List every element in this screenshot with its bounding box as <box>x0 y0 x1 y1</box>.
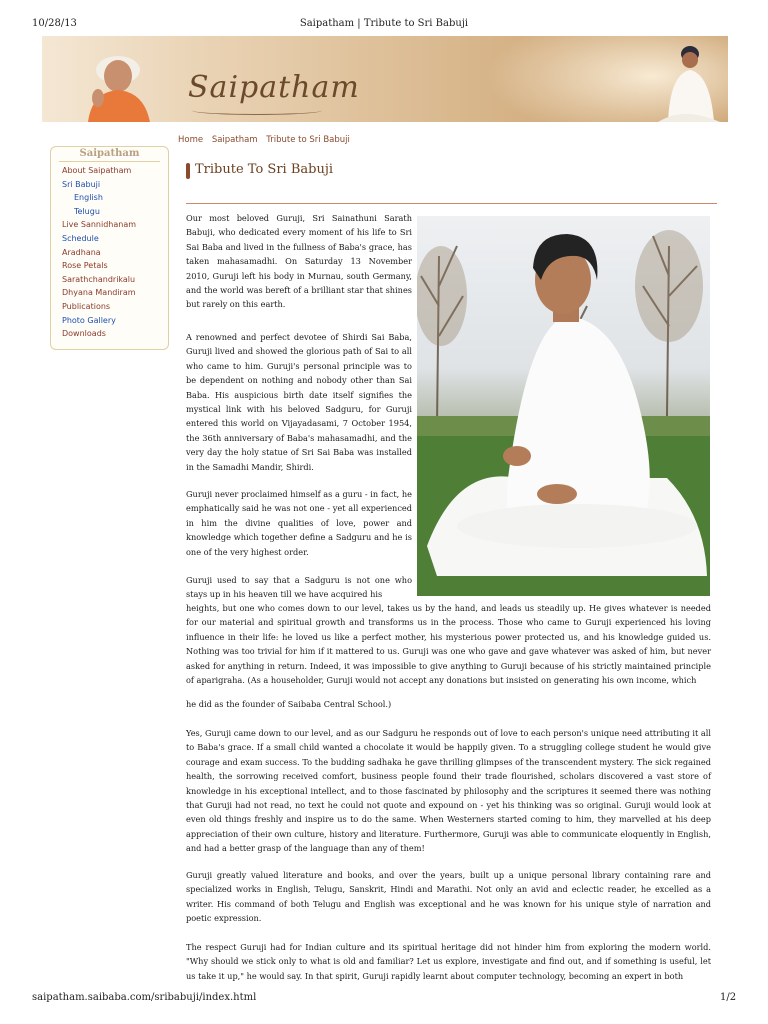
sidebar-item-sarathchandrikalu[interactable]: Sarathchandrikalu <box>62 274 136 284</box>
article-paragraph-1: Our most beloved Guruji, Sri Sainathuni Sarath Babuji, who dedicated every moment of his life to Sri Sai Baba and lived in the fullness of Baba's grace, has taken mahasamadhi. On Saturday 13 November 2010, Guruji left his body in Murnau, south Germany, and the world was bereft of a brilliant star that shines but rarely on this earth. <box>186 213 412 310</box>
breadcrumb-current[interactable]: Tribute to Sri Babuji <box>266 135 350 145</box>
sidebar-item-telugu[interactable]: Telugu <box>74 206 100 216</box>
sidebar-item-about[interactable]: About Saipatham <box>62 166 132 175</box>
babuji-photo-drawing <box>417 216 710 596</box>
babuji-photo <box>417 216 710 596</box>
print-url: saipatham.saibaba.com/sribabuji/index.html <box>32 992 257 1003</box>
sidebar-item-live-sannidhanam[interactable]: Live Sannidhanam <box>62 220 137 230</box>
sidebar-item-rose-petals[interactable]: Rose Petals <box>62 261 108 271</box>
sidebar-item-downloads[interactable]: Downloads <box>62 329 106 339</box>
title-divider <box>186 203 717 204</box>
sidebar <box>50 146 169 350</box>
print-header <box>0 0 768 30</box>
sidebar-item-schedule[interactable]: Schedule <box>62 233 99 243</box>
sidebar-title: Saipatham <box>59 148 160 162</box>
site-banner <box>42 36 728 122</box>
article-paragraph-6: Guruji greatly valued literature and books, and over the years, built up a unique personal library containing rare and specialized works in English, Telugu, Sanskrit, Hindi and Marathi. Not only an avid and eclectic reader, he excelled as a writer. His command of both Telugu and English was exceptional and he was known for his unique style of narration and poetic expression. <box>186 870 711 924</box>
sidebar-item-aradhana[interactable]: Aradhana <box>62 247 101 257</box>
logo-swirl <box>192 106 322 115</box>
article-paragraph-4-start: Guruji used to say that a Sadguru is not one who stays up in his heaven till we have acquired his <box>186 575 412 600</box>
page-title: Tribute To Sri Babuji <box>186 162 333 177</box>
sidebar-item-photo-gallery[interactable]: Photo Gallery <box>62 315 116 325</box>
sidebar-item-sri-babuji[interactable]: Sri Babuji <box>62 179 101 189</box>
article-paragraph-5: Yes, Guruji came down to our level, and as our Sadguru he responds out of love to each person's unique need attributing it all to Baba's grace. If a small child wanted a chocolate it would be happily given. To a struggling college student he would give courage and exam success. To the budding sadhaka he gave thrilling glimpses of the transcendent mystery. The sick regained health, the sorrowing received comfort, business people found their trade flourished, scholars discovered a vast store of knowledge in his exceptional intellect, and to those fascinated by philosophy and the scriptures it seemed there was nothing that Guruji had not read, no text he could not quote and expound on - yet his thinking was so original. Guruji would look at even old things freshly and inspire us to do the same. When Westerners started coming to him, they marvelled at his deep appreciation of their own culture, history and literature. Furthermore, Guruji was able to communicate eloquently in English, and had a better grasp of the language than any of them! <box>186 728 711 854</box>
article-paragraph-4-end: he did as the founder of Saibaba Central School.) <box>186 699 392 709</box>
site-logo[interactable]: Saipatham <box>188 70 360 105</box>
print-page-number: 1/2 <box>720 992 737 1003</box>
article-paragraph-4-continued: heights, but one who comes down to our level, takes us by the hand, and leads us steadily up. He gives whatever is needed for our material and spiritual growth and transforms us in the process. Those who came to Guruji experienced his loving influence in their life: he loved us like a perfect mother, his mysterious power protected us, and his knowledge guided us. Nothing was too trivial for him if it mattered to us. Guruji was one who gave and gave whatever was asked of him, but never asked for anything in return. Indeed, it was impossible to give anything to Guruji because of his strictly maintained principle of aparigraha. (As a householder, Guruji would not accept any donations but insisted on generating his own income, which <box>186 603 711 686</box>
babuji-banner-image <box>654 40 724 122</box>
breadcrumb-saipatham[interactable]: Saipatham <box>211 135 258 145</box>
breadcrumb-home[interactable]: Home <box>178 135 204 145</box>
sidebar-item-dhyana-mandiram[interactable]: Dhyana Mandiram <box>62 288 136 298</box>
sai-baba-image <box>78 40 158 122</box>
sidebar-item-english[interactable]: English <box>74 193 103 203</box>
article-paragraph-3: Guruji never proclaimed himself as a guru - in fact, he emphatically said he was not one - yet all experienced in him the divine qualities of love, power and knowledge which together define a Sadguru and he is one of the very highest order. <box>186 489 412 557</box>
sidebar-item-publications[interactable]: Publications <box>62 301 111 311</box>
article-paragraph-2: A renowned and perfect devotee of Shirdi Sai Baba, Guruji lived and showed the glorious path of Sai to all who came to him. Guruji's personal principle was to be dependent on nothing and nobody other than Sai Baba. His auspicious birth date itself signifies the mystical link with his beloved Sadguru, for Guruji entered this world on Vijayadasami, 7 October 1954, the 36th anniversary of Baba's mahasamadhi, and the very day the holy statue of Sri Sai Baba was installed in the Samadhi Mandir, Shirdi. <box>186 332 412 472</box>
print-title: Saipatham | Tribute to Sri Babuji <box>299 18 469 29</box>
sidebar-menu <box>51 164 168 341</box>
print-date: 10/28/13 <box>32 18 77 29</box>
article-paragraph-7: The respect Guruji had for Indian culture and its spiritual heritage did not hinder him from exploring the modern world. "Why should we stick only to what is old and familiar? Let us explore, investigate and find out, and if something is useful, let us take it up," he would say. In that spirit, Guruji rapidly learnt about computer technology, becoming an expert in both <box>186 942 711 981</box>
breadcrumb <box>178 135 356 145</box>
